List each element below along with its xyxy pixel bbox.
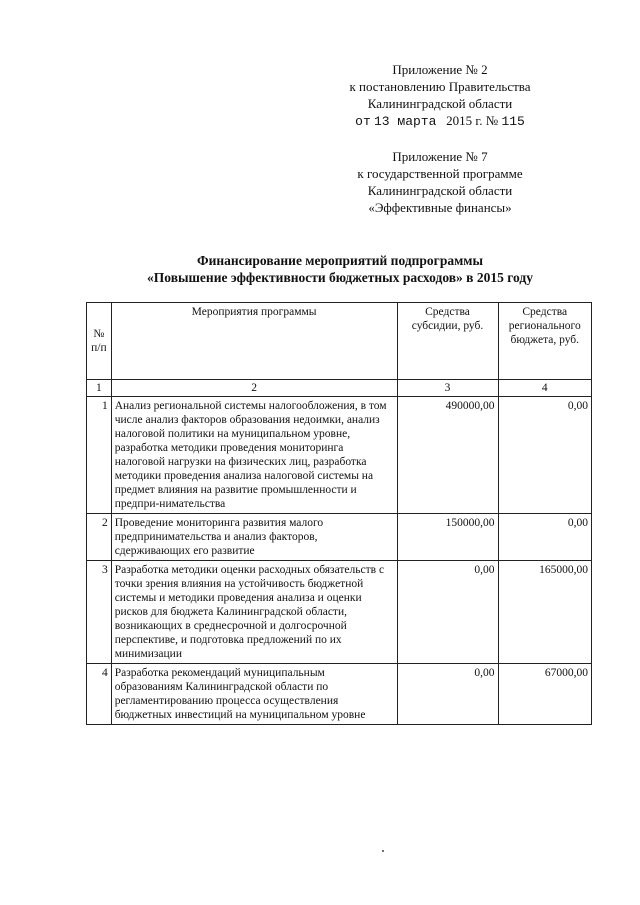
header-name: Мероприятия программы [111,303,397,380]
row-name: Разработка рекомендаций муниципальным образованиям Калининградской области по регламентированию процесса осуществления бюджетных инвестиций на муниципальном уровне [111,664,397,725]
row-num: 3 [87,561,112,664]
row-subsidy: 0,00 [397,664,498,725]
annex-program-block [320,148,560,216]
row-subsidy: 0,00 [397,561,498,664]
row-name: Проведение мониторинга развития малого предпринимательства и анализ факторов, сдерживающих его развитие [111,514,397,561]
annex-program-line2: к государственной программе [357,166,523,181]
decree-number: 115 [501,114,525,129]
date-typed: 13 марта [374,114,437,129]
header-num: № п/п [87,303,112,380]
row-regional: 0,00 [498,514,592,561]
index-cell: 2 [111,380,397,397]
table-index-row [87,380,592,397]
financing-table [86,302,592,725]
row-regional: 0,00 [498,397,592,514]
annex-decree-block [320,61,560,130]
index-cell: 1 [87,380,112,397]
index-cell: 3 [397,380,498,397]
row-regional: 165000,00 [498,561,592,664]
row-name: Анализ региональной системы налогообложения, в том числе анализ факторов образования недоимки, анализ налоговой политики на муниципальном уровне, разработка методики проведения мониторинга налоговой нагрузки на физических лиц, разработка методики проведения анализа налоговой системы на предмет влияния на развитие промышленности и предпри-нимательства [111,397,397,514]
date-prefix: от [355,114,371,129]
row-subsidy: 490000,00 [397,397,498,514]
annex-program-line4: «Эффективные финансы» [368,200,512,215]
annex-decree-date-line [320,112,560,130]
table-header-row [87,303,592,380]
title-line1: Финансирование мероприятий подпрограммы [196,253,484,268]
index-cell: 4 [498,380,592,397]
table-row [87,514,592,561]
header-regional: Средства регионального бюджета, руб. [498,303,592,380]
annex-decree-line3: Калининградской области [367,96,513,111]
annex-decree-line1: Приложение № 2 [392,62,488,77]
row-name: Разработка методики оценки расходных обязательств с точки зрения влияния на устойчивость бюджетной системы и методики проведения анализа и оценки рисков для бюджета Калининградской области, возникающих в среднесрочной и долгосрочной перспективе, и подготовка предложений по их минимизации [111,561,397,664]
table-row [87,397,592,514]
annex-program-line3: Калининградской области [367,183,513,198]
header-subsidy: Средства субсидии, руб. [397,303,498,380]
page-speck [382,850,384,852]
annex-program-line1: Приложение № 7 [392,149,488,164]
annex-decree-line2: к постановлению Правительства [349,79,531,94]
table-row [87,664,592,725]
title-line2: «Повышение эффективности бюджетных расходов» в 2015 году [147,270,533,285]
row-num: 4 [87,664,112,725]
year-text: 2015 г. № [446,113,499,128]
row-subsidy: 150000,00 [397,514,498,561]
row-num: 1 [87,397,112,514]
document-title [0,252,640,286]
row-num: 2 [87,514,112,561]
row-regional: 67000,00 [498,664,592,725]
table-row [87,561,592,664]
